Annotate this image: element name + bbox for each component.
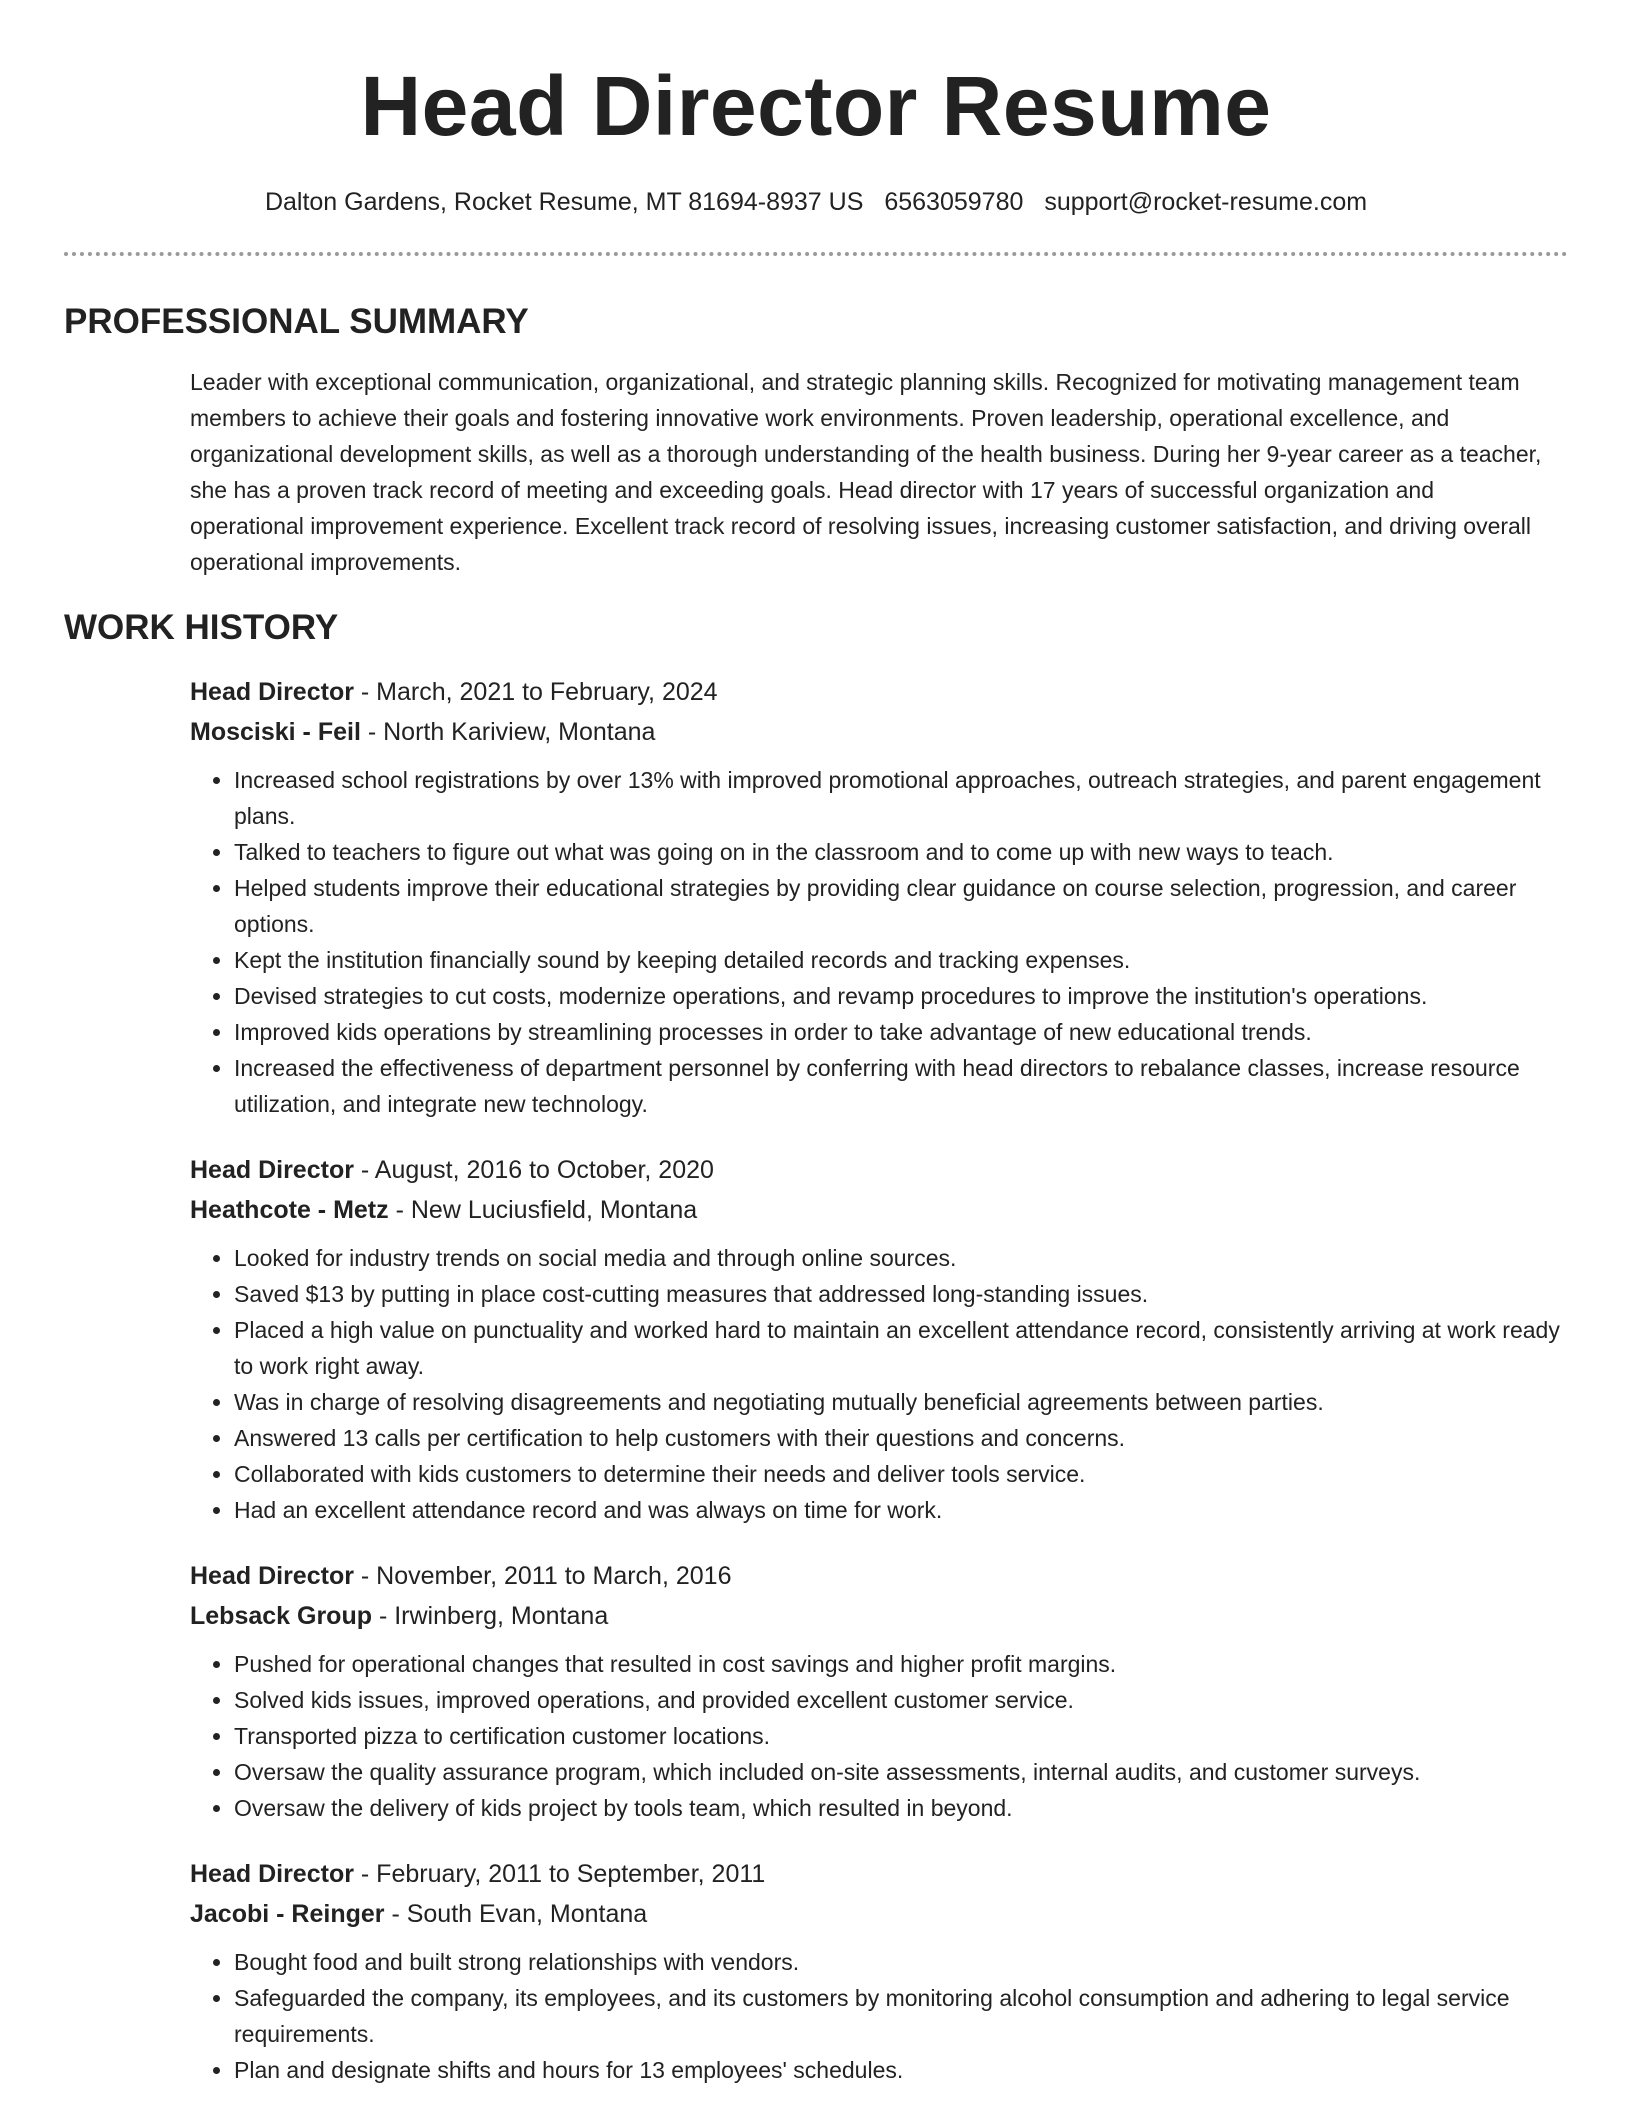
job-bullet: • Safeguarded the company, its employees, and its customers by monitoring alcohol consumption and adhering to legal service requirements.: [234, 1980, 1562, 2052]
job-location: - North Kariview, Montana: [360, 718, 656, 746]
job-company-line: [190, 1190, 1562, 1230]
job-company-line: [190, 1894, 1562, 1934]
summary-heading: PROFESSIONAL SUMMARY: [64, 302, 529, 341]
job-bullet: • Had an excellent attendance record and was always on time for work.: [234, 1492, 1562, 1528]
job-bullet: • Solved kids issues, improved operations, and provided excellent customer service.: [234, 1682, 1562, 1718]
job-company: Mosciski - Feil: [190, 718, 361, 746]
job-dates: - August, 2016 to October, 2020: [353, 1156, 714, 1184]
job-title-line: [190, 1854, 1562, 1894]
job-title-line: [190, 1556, 1562, 1596]
job-location: - Irwinberg, Montana: [372, 1602, 609, 1630]
job-bullet: • Oversaw the delivery of kids project by tools team, which resulted in beyond.: [234, 1790, 1562, 1826]
job-bullets: [190, 1944, 1562, 2088]
job-bullet: • Collaborated with kids customers to determine their needs and deliver tools service.: [234, 1456, 1562, 1492]
job-bullet: • Oversaw the quality assurance program, which included on-site assessments, internal audits, and customer surveys.: [234, 1754, 1562, 1790]
job-entry: [190, 1150, 1562, 1528]
job-bullets: [190, 1240, 1562, 1528]
job-bullet: • Helped students improve their educational strategies by providing clear guidance on course selection, progression, and career options.: [234, 870, 1562, 942]
job-bullet: • Improved kids operations by streamlining processes in order to take advantage of new educational trends.: [234, 1014, 1562, 1050]
job-bullets: [190, 762, 1562, 1122]
job-dates: - February, 2011 to September, 2011: [353, 1860, 766, 1888]
job-title-line: [190, 672, 1562, 712]
contact-email: support@rocket-resume.com: [1044, 188, 1368, 216]
job-company: Lebsack Group: [190, 1602, 372, 1630]
job-entry: [190, 1854, 1562, 2088]
job-bullet: • Increased the effectiveness of department personnel by conferring with head directors to rebalance classes, increase resource utilization, and integrate new technology.: [234, 1050, 1562, 1122]
job-bullet: • Kept the institution financially sound by keeping detailed records and tracking expenses.: [234, 942, 1562, 978]
summary-text: Leader with exceptional communication, organizational, and strategic planning skills. Recognized for motivating management team members to achieve their goals and fostering innovative work environments. Proven leadership, operational excellence, and organizational development skills, as well as a thorough understanding of the health business. During her 9-year career as a teacher, she has a proven track record of meeting and exceeding goals. Head director with 17 years of successful organization and operational improvement experience. Excellent track record of resolving issues, increasing customer satisfaction, and driving overall operational improvements.: [190, 369, 1542, 575]
job-bullet: • Saved $13 by putting in place cost-cutting measures that addressed long-standing issues.: [234, 1276, 1562, 1312]
job-bullet: • Placed a high value on punctuality and worked hard to maintain an excellent attendance record, consistently arriving at work ready to work right away.: [234, 1312, 1562, 1384]
contact-address: Dalton Gardens, Rocket Resume, MT 81694-8937 US: [264, 188, 864, 216]
job-bullet: • Looked for industry trends on social media and through online sources.: [234, 1240, 1562, 1276]
job-role: Head Director: [190, 1562, 354, 1590]
job-company: Jacobi - Reinger: [190, 1900, 385, 1928]
job-company-line: [190, 712, 1562, 752]
job-dates: - November, 2011 to March, 2016: [353, 1562, 732, 1590]
resume-title: Head Director Resume: [360, 59, 1272, 153]
job-bullet: • Pushed for operational changes that resulted in cost savings and higher profit margins.: [234, 1646, 1562, 1682]
job-company: Heathcote - Metz: [190, 1196, 389, 1224]
job-entry: [190, 672, 1562, 1122]
work-history-heading: WORK HISTORY: [64, 608, 339, 647]
job-location: - New Luciusfield, Montana: [388, 1196, 698, 1224]
job-company-line: [190, 1596, 1562, 1636]
job-role: Head Director: [190, 678, 354, 706]
job-bullet: • Transported pizza to certification customer locations.: [234, 1718, 1562, 1754]
job-bullet: • Devised strategies to cut costs, modernize operations, and revamp procedures to improve the institution's operations.: [234, 978, 1562, 1014]
resume-page: [64, 0, 1568, 2116]
contact-phone: 6563059780: [884, 188, 1024, 216]
job-bullets: [190, 1646, 1562, 1826]
job-role: Head Director: [190, 1860, 354, 1888]
contact-line: [64, 186, 1568, 218]
job-bullet: • Bought food and built strong relationships with vendors.: [234, 1944, 1562, 1980]
job-role: Head Director: [190, 1156, 354, 1184]
job-title-line: [190, 1150, 1562, 1190]
job-bullet: • Talked to teachers to figure out what was going on in the classroom and to come up with new ways to teach.: [234, 834, 1562, 870]
job-dates: - March, 2021 to February, 2024: [353, 678, 718, 706]
job-bullet: • Answered 13 calls per certification to help customers with their questions and concerns.: [234, 1420, 1562, 1456]
job-bullet: • Plan and designate shifts and hours for 13 employees' schedules.: [234, 2052, 1562, 2088]
job-bullet: • Increased school registrations by over 13% with improved promotional approaches, outreach strategies, and parent engagement plans.: [234, 762, 1562, 834]
job-location: - South Evan, Montana: [384, 1900, 648, 1928]
work-history-list: [190, 672, 1562, 2088]
header-divider: [64, 252, 1568, 256]
job-bullet: • Was in charge of resolving disagreements and negotiating mutually beneficial agreements between parties.: [234, 1384, 1562, 1420]
job-entry: [190, 1556, 1562, 1826]
